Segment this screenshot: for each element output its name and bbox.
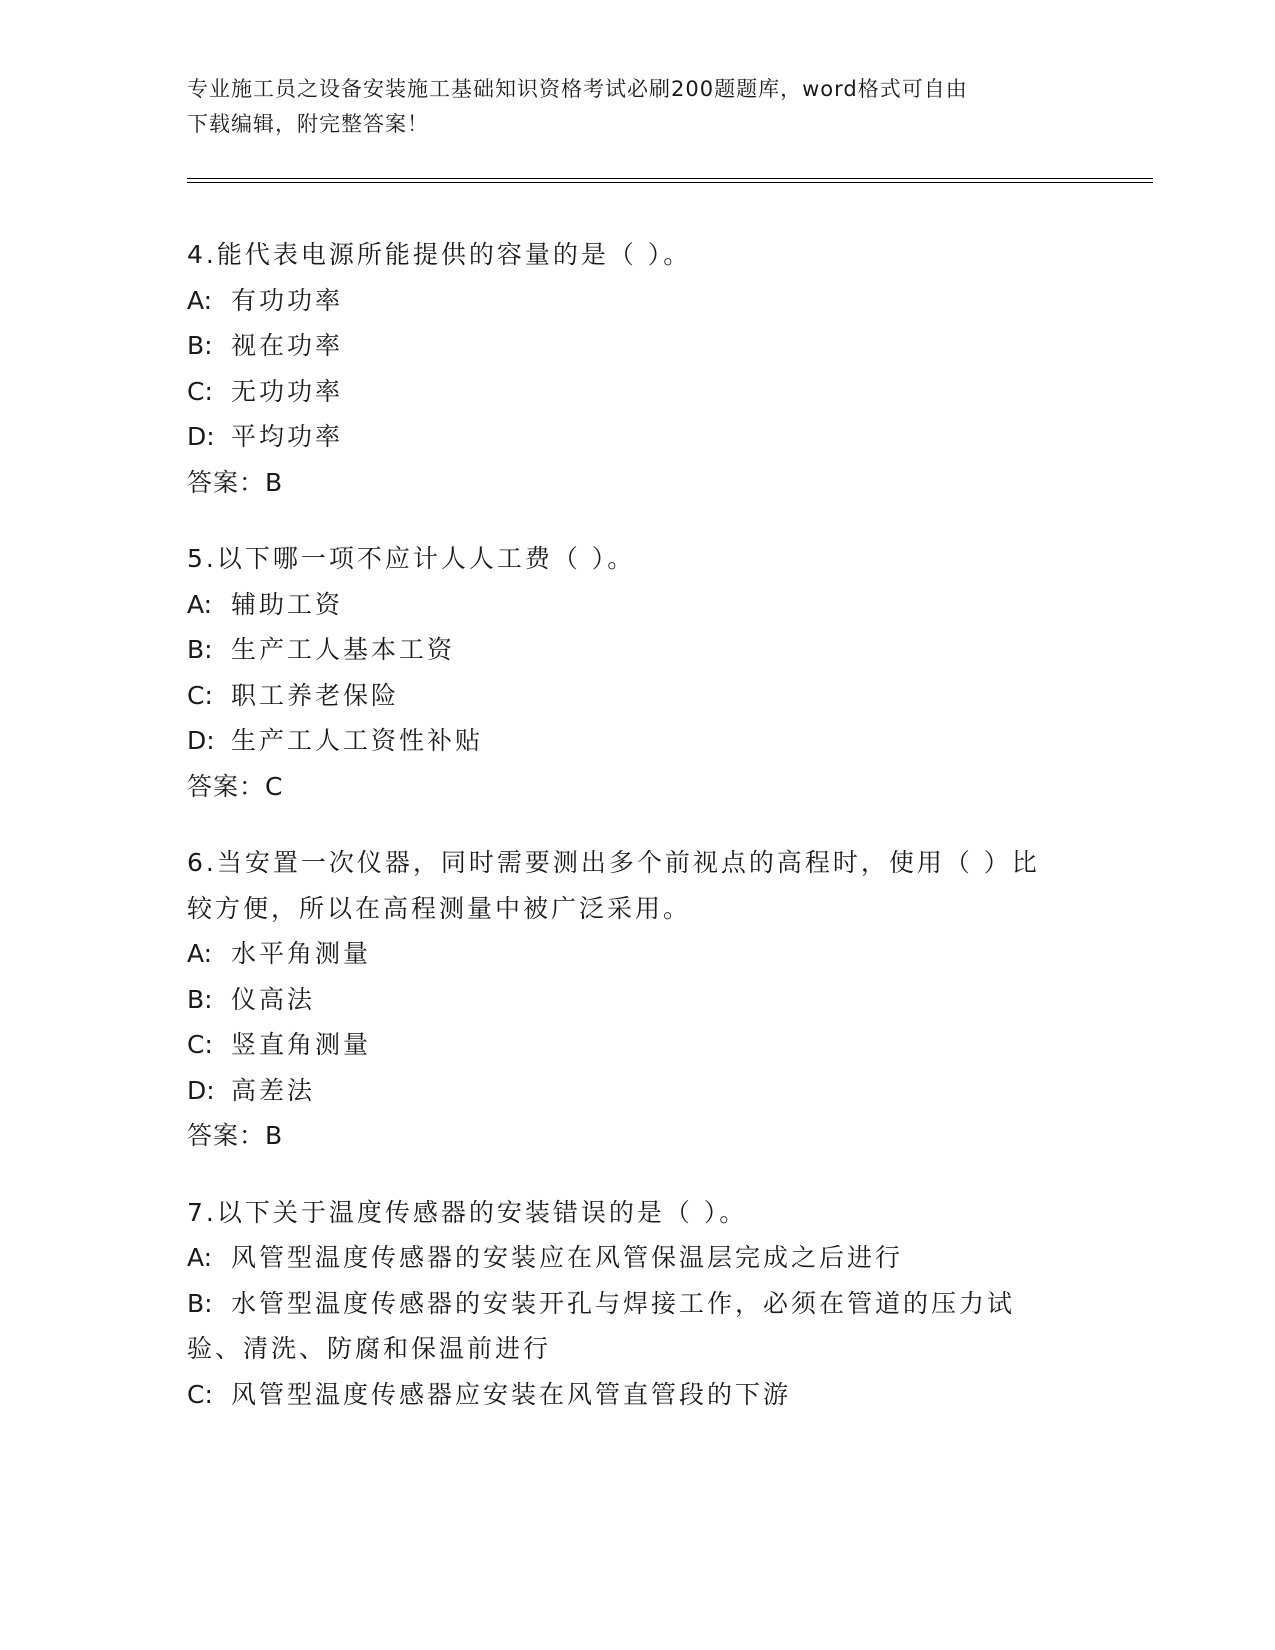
option-d <box>187 718 1087 764</box>
answer-line <box>187 764 1087 810</box>
option-text: 生产工人基本工资 <box>231 635 456 664</box>
option-text: 水平角测量 <box>231 939 372 968</box>
header-line-2: 下载编辑，附完整答案！ <box>187 112 429 136</box>
question-text: 4.能代表电源所能提供的容量的是（ ）。 <box>187 240 692 269</box>
question-7 <box>187 1190 1087 1418</box>
question-text: 7.以下关于温度传感器的安装错误的是（ ）。 <box>187 1197 748 1227</box>
option-letter: D: <box>187 422 215 451</box>
answer-label: 答案： <box>187 771 266 801</box>
question-5 <box>187 536 1087 809</box>
answer-value: B <box>265 1121 283 1150</box>
option-c <box>187 1372 1067 1418</box>
option-text: 风管型温度传感器应安装在风管直管段的下游 <box>231 1379 792 1409</box>
option-text: 有功功率 <box>231 285 344 315</box>
option-b <box>187 627 1087 673</box>
question-list <box>187 232 1087 1448</box>
question-text: 5.以下哪一项不应计人人工费（ ）。 <box>187 544 636 573</box>
option-text: 生产工人工资性补贴 <box>231 726 484 755</box>
answer-value: C <box>265 771 283 801</box>
option-d <box>187 414 1087 460</box>
option-d <box>187 1068 1087 1114</box>
option-letter: D: <box>187 726 215 755</box>
answer-label: 答案： <box>187 467 266 497</box>
option-letter: B: <box>187 1288 213 1318</box>
option-letter: B: <box>187 331 213 360</box>
answer-value: B <box>265 467 283 497</box>
option-b <box>187 977 1087 1023</box>
option-letter: A: <box>187 939 213 968</box>
option-a <box>187 278 1087 324</box>
option-c <box>187 1022 1087 1068</box>
option-letter: B: <box>187 984 213 1014</box>
option-letter: A: <box>187 1243 213 1272</box>
option-c <box>187 369 1087 415</box>
option-letter: C: <box>187 376 213 406</box>
option-letter: C: <box>187 680 213 710</box>
option-a <box>187 582 1087 628</box>
answer-line <box>187 1113 1087 1159</box>
question-6 <box>187 840 1087 1159</box>
option-text: 辅助工资 <box>231 589 344 619</box>
option-text: 高差法 <box>231 1075 316 1105</box>
option-letter: C: <box>187 1030 213 1059</box>
option-text: 平均功率 <box>231 422 344 451</box>
header-divider-top <box>187 178 1153 179</box>
option-letter: C: <box>187 1379 213 1409</box>
option-a <box>187 931 1087 977</box>
option-text: 风管型温度传感器的安装应在风管保温层完成之后进行 <box>231 1243 904 1272</box>
option-b <box>187 1281 1067 1372</box>
header-divider-bottom <box>187 182 1153 183</box>
document-header <box>187 72 1067 142</box>
option-c <box>187 673 1087 719</box>
option-text: 仪高法 <box>231 984 316 1014</box>
option-letter: A: <box>187 589 213 619</box>
option-letter: B: <box>187 635 213 664</box>
option-text: 职工养老保险 <box>231 680 400 710</box>
option-a <box>187 1235 1067 1281</box>
answer-label: 答案： <box>187 1121 266 1150</box>
answer-line <box>187 460 1087 506</box>
option-b <box>187 323 1087 369</box>
question-4 <box>187 232 1087 505</box>
option-letter: D: <box>187 1075 215 1105</box>
option-text: 水管型温度传感器的安装开孔与焊接工作，必须在管道的压力试验、清洗、防腐和保温前进行 <box>187 1288 1016 1363</box>
option-text: 视在功率 <box>231 331 344 360</box>
option-letter: A: <box>187 285 213 315</box>
option-text: 无功功率 <box>231 376 344 406</box>
option-text: 竖直角测量 <box>231 1030 372 1059</box>
question-text: 6.当安置一次仪器，同时需要测出多个前视点的高程时，使用（ ）比较方便，所以在高程测量中被广泛采用。 <box>187 848 1040 923</box>
header-line-1: 专业施工员之设备安装施工基础知识资格考试必刷200题题库，word格式可自由 <box>187 77 968 101</box>
